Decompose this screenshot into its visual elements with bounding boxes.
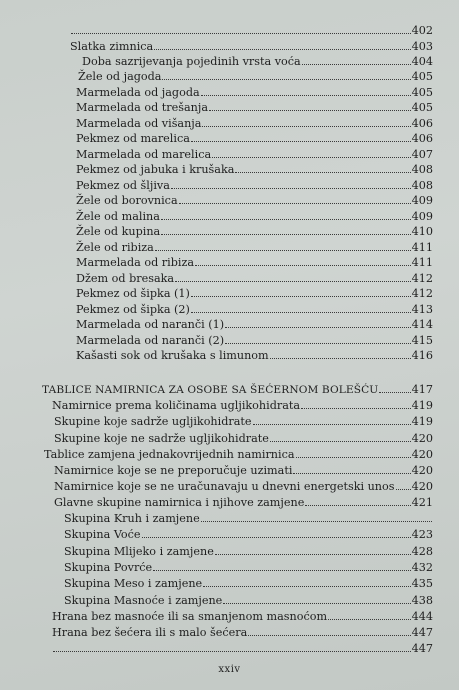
toc-entry <box>76 146 433 162</box>
toc-entry <box>64 592 433 608</box>
toc-entry <box>64 526 433 542</box>
toc-entry <box>70 22 433 38</box>
toc-entry <box>54 478 433 494</box>
toc-entry-page: 405 <box>411 70 433 83</box>
toc-entry <box>64 559 433 575</box>
toc-entry <box>76 99 433 115</box>
toc-entry <box>76 332 433 348</box>
toc-entry-title: Marmelada od jagoda <box>76 86 200 99</box>
toc-entry-page: 447 <box>411 642 433 655</box>
toc-entry-page: 419 <box>411 415 433 428</box>
toc-entry-page: 420 <box>411 480 433 493</box>
toc-entry-page: 402 <box>411 24 433 37</box>
toc-entry-page: 408 <box>411 179 433 192</box>
toc-leader-dots <box>212 146 411 158</box>
toc-leader-dots <box>396 478 411 490</box>
toc-entry <box>76 177 433 193</box>
toc-entry <box>64 543 433 559</box>
toc-leader-dots <box>248 624 410 636</box>
toc-entry-page: 420 <box>411 464 433 477</box>
toc-entry-title: Marmelada od višanja <box>76 117 202 130</box>
toc-entry-page: 414 <box>411 318 433 331</box>
toc-entry <box>64 510 433 526</box>
toc-entry-title: Pekmez od šipka (1) <box>76 287 190 300</box>
toc-entry-page: 413 <box>411 303 433 316</box>
toc-entry-title: Pekmez od šljiva <box>76 179 170 192</box>
toc-entry-title: Skupina Povrće <box>64 561 153 574</box>
toc-leader-dots <box>142 526 411 538</box>
toc-entry <box>54 494 433 510</box>
toc-entry <box>82 53 433 69</box>
toc-leader-dots <box>171 177 411 189</box>
toc-entry <box>76 347 433 363</box>
toc-entry-title: Marmelada od trešanja <box>76 101 209 114</box>
toc-entry-title: Namirnice prema količinama ugljikohidrata <box>52 399 301 412</box>
page-number: xxiv <box>218 664 241 675</box>
toc-leader-dots <box>191 285 411 297</box>
toc-leader-dots <box>179 192 411 204</box>
toc-entry-title: Tablice zamjena jednakovrijednih namirnica <box>44 448 295 461</box>
toc-entry-title: Marmelada od marelica <box>76 148 212 161</box>
toc-leader-dots <box>253 413 411 425</box>
toc-entry <box>54 462 433 478</box>
toc-leader-dots <box>379 381 410 393</box>
toc-entry <box>76 316 433 332</box>
toc-entry-title: Skupine koje ne sadrže ugljikohidrate <box>54 432 269 445</box>
toc-entry-page: 404 <box>411 55 433 68</box>
toc-entry-page: 416 <box>411 349 433 362</box>
toc-entry-page: 447 <box>411 626 433 639</box>
toc-entry <box>76 239 433 255</box>
toc-entry-title: Hrana bez masnoće ili sa smanjenom masnoćom <box>52 610 328 623</box>
toc-entry-title: Marmelada od ribiza <box>76 256 195 269</box>
toc-leader-dots <box>154 38 410 50</box>
toc-entry-page: 411 <box>411 241 433 254</box>
toc-entry <box>76 115 433 131</box>
toc-leader-dots <box>175 270 411 282</box>
toc-entry-title: Skupina Meso i zamjene <box>64 577 203 590</box>
toc-entry-title: Slatka zimnica <box>70 40 154 53</box>
toc-entry <box>76 208 433 224</box>
toc-entry-page: 435 <box>411 577 433 590</box>
toc-entry-title: Žele od kupina <box>76 225 161 238</box>
toc-entry-title: Žele od jagoda <box>78 70 162 83</box>
toc-entry <box>70 38 433 54</box>
toc-leader-dots <box>296 446 411 458</box>
toc-leader-dots <box>215 543 411 555</box>
toc-leader-dots <box>302 53 411 65</box>
toc-entry-title: Pekmez od šipka (2) <box>76 303 190 316</box>
toc-entry <box>64 575 433 591</box>
toc-entry-title: Skupina Mlijeko i zamjene <box>64 545 214 558</box>
toc-entry-page: 420 <box>411 448 433 461</box>
toc-entry-title: Skupina Voće <box>64 528 141 541</box>
toc-leader-dots <box>202 115 410 127</box>
toc-leader-dots <box>225 316 411 328</box>
toc-entry-page: 405 <box>411 86 433 99</box>
toc-entry-page: 403 <box>411 40 433 53</box>
toc-leader-dots <box>209 99 411 111</box>
toc-entry-title: Pekmez od jabuka i krušaka <box>76 163 235 176</box>
toc-entry <box>76 130 433 146</box>
toc-chapter-heading <box>42 381 433 397</box>
toc-leader-dots <box>223 592 410 604</box>
toc-entry <box>54 430 433 446</box>
toc-entry-title: TABLICE NAMIRNICA ZA OSOBE SA ŠEĆERNOM BOLEŠĆU <box>42 384 379 396</box>
toc-entry <box>76 270 433 286</box>
toc-entry-page: 415 <box>411 334 433 347</box>
toc-leader-dots <box>71 22 411 34</box>
toc-entry-page: 421 <box>411 496 433 509</box>
toc-leader-dots <box>155 239 411 251</box>
toc-entry-page: 406 <box>411 117 433 130</box>
toc-entry-title: Skupina Kruh i zamjene <box>64 512 200 525</box>
toc-leader-dots <box>328 608 411 620</box>
toc-entry-page: 408 <box>411 163 433 176</box>
toc-entry-title: Skupina Masnoće i zamjene <box>64 594 223 607</box>
toc-entry-page: 420 <box>411 432 433 445</box>
toc-entry-page: 417 <box>411 383 433 396</box>
toc-entry-page: 409 <box>411 210 433 223</box>
toc-entry-title: Namirnice koje se ne preporučuje uzimati <box>54 464 293 477</box>
toc-entry-title: Glavne skupine namirnica i njihove zamjene <box>54 496 305 509</box>
toc-leader-dots <box>201 84 411 96</box>
toc-entry-title: Skupine koje sadrže ugljikohidrate <box>54 415 252 428</box>
toc-leader-dots <box>161 223 410 235</box>
toc-leader-dots <box>195 254 411 266</box>
toc-entry-page: 407 <box>411 148 433 161</box>
toc-leader-dots <box>305 494 410 506</box>
toc-entry-page: 438 <box>411 594 433 607</box>
toc-entry <box>76 223 433 239</box>
toc-entry-title: Kašasti sok od krušaka s limunom <box>76 349 269 362</box>
toc-entry <box>76 285 433 301</box>
toc-leader-dots <box>301 397 411 409</box>
toc-leader-dots <box>270 347 411 359</box>
toc-leader-dots <box>53 640 411 652</box>
toc-entry-page: 409 <box>411 194 433 207</box>
toc-entry <box>76 161 433 177</box>
toc-entry-page: 428 <box>411 545 433 558</box>
toc-entry-title: Marmelada od naranči (1) <box>76 318 225 331</box>
toc-entry-page: 423 <box>411 528 433 541</box>
toc-entry <box>76 254 433 270</box>
toc-leader-dots <box>191 301 411 313</box>
toc-leader-dots <box>235 161 410 173</box>
toc-entry-title: Žele od ribiza <box>76 241 154 254</box>
toc-entry-title: Žele od borovnica <box>76 194 178 207</box>
toc-leader-dots <box>162 68 410 80</box>
toc-entry <box>76 84 433 100</box>
toc-entry-title: Marmelada od naranči (2) <box>76 334 225 347</box>
toc-leader-dots <box>225 332 411 344</box>
toc-entry-title: Doba sazrijevanja pojedinih vrsta voća <box>82 55 301 68</box>
toc-leader-dots <box>191 130 411 142</box>
toc-entry-title: Žele od malina <box>76 210 160 223</box>
toc-entry-page: 444 <box>411 610 433 623</box>
toc-entry-page: 412 <box>411 272 433 285</box>
toc-entry <box>76 301 433 317</box>
toc-entry-page: 411 <box>411 256 433 269</box>
toc-entry <box>78 68 433 84</box>
toc-entry-page: 419 <box>411 399 433 412</box>
toc-leader-dots <box>293 462 410 474</box>
toc-leader-dots <box>201 510 432 522</box>
toc-entry-title: Pekmez od marelica <box>76 132 190 145</box>
toc-entry-page: 405 <box>411 101 433 114</box>
toc-entry <box>44 446 433 462</box>
toc-entry-page: 406 <box>411 132 433 145</box>
toc-entry <box>52 608 433 624</box>
toc-entry-title: Džem od bresaka <box>76 272 175 285</box>
toc-entry-page: 410 <box>411 225 433 238</box>
toc-leader-dots <box>161 208 411 220</box>
toc-entry <box>52 640 433 656</box>
toc-entry <box>52 624 433 640</box>
toc-entry <box>76 192 433 208</box>
toc-leader-dots <box>270 430 411 442</box>
toc-leader-dots <box>153 559 410 571</box>
toc-entry-title: Hrana bez šećera ili s malo šećera <box>52 626 248 639</box>
toc-entry-title: Namirnice koje se ne uračunavaju u dnevni energetski unos <box>54 480 395 493</box>
toc-entry-page: 412 <box>411 287 433 300</box>
toc-leader-dots <box>203 575 410 587</box>
toc-entry <box>52 397 433 413</box>
toc-entry-page: 432 <box>411 561 433 574</box>
toc-entry <box>54 413 433 429</box>
